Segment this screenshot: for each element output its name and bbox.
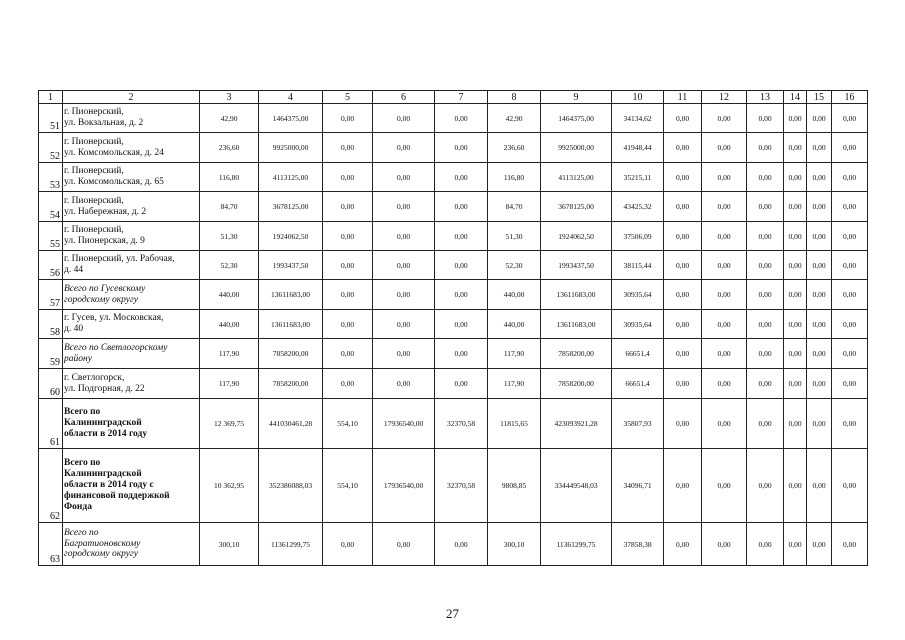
- address-cell: г. Пионерский, ул. Набережная, д. 2: [63, 192, 200, 222]
- row-number-cell: 59: [39, 339, 63, 369]
- column-number-cell: 14: [784, 91, 807, 104]
- table-row: [39, 192, 868, 222]
- value-cell: 0,00: [784, 280, 807, 310]
- value-cell: 423093921,28: [541, 399, 612, 449]
- value-cell: 0,00: [373, 222, 435, 251]
- column-number-cell: 16: [832, 91, 868, 104]
- value-cell: 116,80: [200, 163, 259, 192]
- value-cell: 0,00: [784, 104, 807, 133]
- value-cell: 1993437,50: [259, 251, 323, 280]
- value-cell: 0,00: [664, 449, 702, 523]
- value-cell: 0,00: [747, 192, 784, 222]
- row-number-cell: 56: [39, 251, 63, 280]
- value-cell: 0,00: [832, 104, 868, 133]
- address-cell: г. Пионерский, ул. Комсомольская, д. 24: [63, 133, 200, 163]
- value-cell: 0,00: [784, 339, 807, 369]
- column-number-cell: 12: [702, 91, 747, 104]
- value-cell: 0,00: [747, 449, 784, 523]
- value-cell: 51,30: [488, 222, 541, 251]
- value-cell: 0,00: [702, 222, 747, 251]
- row-number-cell: 51: [39, 104, 63, 133]
- value-cell: 440,00: [488, 280, 541, 310]
- value-cell: 41948,44: [612, 133, 664, 163]
- value-cell: 0,00: [435, 280, 488, 310]
- value-cell: 4113125,00: [541, 163, 612, 192]
- column-number-cell: 4: [259, 91, 323, 104]
- page-number: 27: [446, 606, 459, 621]
- value-cell: 11815,65: [488, 399, 541, 449]
- value-cell: 66651,4: [612, 339, 664, 369]
- value-cell: 0,00: [373, 369, 435, 399]
- value-cell: 84,70: [200, 192, 259, 222]
- column-number-cell: 7: [435, 91, 488, 104]
- value-cell: 0,00: [664, 251, 702, 280]
- address-cell: Всего по Багратионовскому городскому округу: [63, 523, 200, 566]
- value-cell: 3678125,00: [259, 192, 323, 222]
- value-cell: 0,00: [747, 369, 784, 399]
- value-cell: 43425,32: [612, 192, 664, 222]
- value-cell: 0,00: [832, 339, 868, 369]
- value-cell: 37858,38: [612, 523, 664, 566]
- value-cell: 0,00: [702, 251, 747, 280]
- table-row: [39, 339, 868, 369]
- value-cell: 0,00: [323, 280, 373, 310]
- table-row: [39, 399, 868, 449]
- value-cell: 34096,71: [612, 449, 664, 523]
- value-cell: 0,00: [373, 280, 435, 310]
- value-cell: 0,00: [832, 133, 868, 163]
- value-cell: 35807,93: [612, 399, 664, 449]
- column-number-cell: 11: [664, 91, 702, 104]
- table-row: [39, 251, 868, 280]
- value-cell: 0,00: [832, 399, 868, 449]
- value-cell: 0,00: [373, 163, 435, 192]
- value-cell: 0,00: [832, 163, 868, 192]
- value-cell: 352386088,03: [259, 449, 323, 523]
- value-cell: 0,00: [435, 222, 488, 251]
- value-cell: 117,90: [200, 339, 259, 369]
- value-cell: 32370,58: [435, 449, 488, 523]
- value-cell: 0,00: [702, 280, 747, 310]
- value-cell: 236,60: [200, 133, 259, 163]
- value-cell: 116,80: [488, 163, 541, 192]
- value-cell: 0,00: [702, 310, 747, 339]
- column-number-cell: 3: [200, 91, 259, 104]
- row-number-cell: 61: [39, 399, 63, 449]
- value-cell: 0,00: [747, 163, 784, 192]
- table-row: [39, 369, 868, 399]
- value-cell: 0,00: [702, 339, 747, 369]
- column-number-cell: 8: [488, 91, 541, 104]
- value-cell: 34134,62: [612, 104, 664, 133]
- value-cell: 0,00: [784, 449, 807, 523]
- row-number-cell: 62: [39, 449, 63, 523]
- value-cell: 334449548,03: [541, 449, 612, 523]
- value-cell: 51,30: [200, 222, 259, 251]
- table-row: [39, 133, 868, 163]
- address-cell: Всего по Калининградской области в 2014 году с финансовой поддержкой Фонда: [63, 449, 200, 523]
- row-number-cell: 52: [39, 133, 63, 163]
- value-cell: 0,00: [747, 339, 784, 369]
- value-cell: 117,90: [488, 339, 541, 369]
- value-cell: 0,00: [747, 133, 784, 163]
- value-cell: 0,00: [323, 339, 373, 369]
- value-cell: 0,00: [702, 449, 747, 523]
- column-number-cell: 6: [373, 91, 435, 104]
- value-cell: 0,00: [702, 369, 747, 399]
- value-cell: 0,00: [664, 399, 702, 449]
- value-cell: 441030461,28: [259, 399, 323, 449]
- value-cell: 0,00: [807, 449, 832, 523]
- value-cell: 0,00: [323, 523, 373, 566]
- value-cell: 0,00: [435, 369, 488, 399]
- value-cell: 17936540,00: [373, 449, 435, 523]
- value-cell: 37506,09: [612, 222, 664, 251]
- value-cell: 42,90: [200, 104, 259, 133]
- value-cell: 0,00: [702, 523, 747, 566]
- value-cell: 13611683,00: [259, 310, 323, 339]
- value-cell: 0,00: [664, 192, 702, 222]
- value-cell: 0,00: [702, 163, 747, 192]
- value-cell: 0,00: [784, 133, 807, 163]
- value-cell: 13611683,00: [541, 310, 612, 339]
- address-cell: Всего по Калининградской области в 2014 году: [63, 399, 200, 449]
- table-row: [39, 449, 868, 523]
- value-cell: 0,00: [435, 163, 488, 192]
- value-cell: 0,00: [323, 369, 373, 399]
- value-cell: 9925000,00: [541, 133, 612, 163]
- address-cell: г. Гусев, ул. Московская, д. 40: [63, 310, 200, 339]
- value-cell: 0,00: [323, 251, 373, 280]
- value-cell: 0,00: [784, 163, 807, 192]
- column-number-cell: 9: [541, 91, 612, 104]
- value-cell: 0,00: [664, 133, 702, 163]
- row-number-cell: 55: [39, 222, 63, 251]
- table-body: [39, 91, 868, 566]
- address-cell: Всего по Гусевскому городскому округу: [63, 280, 200, 310]
- value-cell: 42,90: [488, 104, 541, 133]
- value-cell: 0,00: [323, 133, 373, 163]
- housing-program-table: [38, 90, 868, 566]
- value-cell: 0,00: [832, 280, 868, 310]
- value-cell: 0,00: [832, 251, 868, 280]
- value-cell: 0,00: [832, 449, 868, 523]
- value-cell: 11361299,75: [541, 523, 612, 566]
- row-number-cell: 53: [39, 163, 63, 192]
- value-cell: 300,10: [200, 523, 259, 566]
- value-cell: 440,00: [200, 310, 259, 339]
- value-cell: 0,00: [807, 163, 832, 192]
- value-cell: 0,00: [784, 369, 807, 399]
- value-cell: 0,00: [807, 369, 832, 399]
- value-cell: 0,00: [323, 104, 373, 133]
- value-cell: 32370,58: [435, 399, 488, 449]
- value-cell: 0,00: [323, 222, 373, 251]
- value-cell: 0,00: [807, 104, 832, 133]
- row-number-cell: 57: [39, 280, 63, 310]
- value-cell: 1924062,50: [259, 222, 323, 251]
- value-cell: 0,00: [664, 339, 702, 369]
- value-cell: 0,00: [373, 104, 435, 133]
- value-cell: 440,00: [200, 280, 259, 310]
- value-cell: 0,00: [784, 523, 807, 566]
- table-row: [39, 104, 868, 133]
- column-number-cell: 15: [807, 91, 832, 104]
- value-cell: 0,00: [807, 339, 832, 369]
- value-cell: 11361299,75: [259, 523, 323, 566]
- address-cell: г. Пионерский, ул. Пионерская, д. 9: [63, 222, 200, 251]
- value-cell: 0,00: [664, 163, 702, 192]
- value-cell: 0,00: [435, 523, 488, 566]
- row-number-cell: 60: [39, 369, 63, 399]
- column-number-cell: 2: [63, 91, 200, 104]
- table-row: [39, 163, 868, 192]
- address-cell: г. Пионерский, ул. Комсомольская, д. 65: [63, 163, 200, 192]
- value-cell: 0,00: [702, 399, 747, 449]
- value-cell: 0,00: [832, 192, 868, 222]
- table-row: [39, 280, 868, 310]
- column-number-cell: 13: [747, 91, 784, 104]
- value-cell: 0,00: [807, 523, 832, 566]
- value-cell: 0,00: [702, 133, 747, 163]
- value-cell: 0,00: [807, 280, 832, 310]
- value-cell: 0,00: [373, 133, 435, 163]
- value-cell: 0,00: [435, 133, 488, 163]
- value-cell: 7858200,00: [541, 369, 612, 399]
- value-cell: 0,00: [664, 222, 702, 251]
- value-cell: 0,00: [807, 133, 832, 163]
- value-cell: 0,00: [435, 310, 488, 339]
- value-cell: 0,00: [747, 280, 784, 310]
- value-cell: 0,00: [832, 222, 868, 251]
- value-cell: 0,00: [747, 310, 784, 339]
- value-cell: 0,00: [702, 104, 747, 133]
- value-cell: 0,00: [373, 310, 435, 339]
- value-cell: 0,00: [747, 523, 784, 566]
- table-row: [39, 310, 868, 339]
- value-cell: 0,00: [784, 310, 807, 339]
- value-cell: 66651,4: [612, 369, 664, 399]
- value-cell: 0,00: [435, 339, 488, 369]
- value-cell: 0,00: [747, 251, 784, 280]
- value-cell: 52,30: [200, 251, 259, 280]
- value-cell: 0,00: [435, 104, 488, 133]
- value-cell: 0,00: [784, 192, 807, 222]
- value-cell: 0,00: [664, 310, 702, 339]
- row-number-cell: 58: [39, 310, 63, 339]
- value-cell: 236,60: [488, 133, 541, 163]
- value-cell: 300,10: [488, 523, 541, 566]
- row-number-cell: 54: [39, 192, 63, 222]
- column-number-row: [39, 91, 868, 104]
- value-cell: 1924062,50: [541, 222, 612, 251]
- value-cell: 0,00: [784, 251, 807, 280]
- value-cell: 0,00: [702, 192, 747, 222]
- address-cell: г. Пионерский, ул. Рабочая, д. 44: [63, 251, 200, 280]
- row-number-cell: 63: [39, 523, 63, 566]
- value-cell: 0,00: [373, 251, 435, 280]
- value-cell: 13611683,00: [259, 280, 323, 310]
- value-cell: 3678125,00: [541, 192, 612, 222]
- value-cell: 0,00: [373, 192, 435, 222]
- value-cell: 0,00: [747, 104, 784, 133]
- value-cell: 9925000,00: [259, 133, 323, 163]
- value-cell: 0,00: [664, 104, 702, 133]
- value-cell: 0,00: [664, 523, 702, 566]
- value-cell: 0,00: [807, 251, 832, 280]
- value-cell: 13611683,00: [541, 280, 612, 310]
- value-cell: 0,00: [435, 251, 488, 280]
- value-cell: 17936540,00: [373, 399, 435, 449]
- value-cell: 52,30: [488, 251, 541, 280]
- value-cell: 0,00: [807, 399, 832, 449]
- value-cell: 1464375,00: [541, 104, 612, 133]
- value-cell: 117,90: [200, 369, 259, 399]
- address-cell: г. Пионерский, ул. Вокзальная, д. 2: [63, 104, 200, 133]
- value-cell: 0,00: [784, 399, 807, 449]
- value-cell: 554,10: [323, 449, 373, 523]
- value-cell: 117,90: [488, 369, 541, 399]
- value-cell: 38115,44: [612, 251, 664, 280]
- value-cell: 0,00: [832, 369, 868, 399]
- value-cell: 0,00: [664, 369, 702, 399]
- value-cell: 1464375,00: [259, 104, 323, 133]
- column-number-cell: 10: [612, 91, 664, 104]
- value-cell: 30935,64: [612, 310, 664, 339]
- value-cell: 0,00: [832, 310, 868, 339]
- value-cell: 84,70: [488, 192, 541, 222]
- value-cell: 0,00: [807, 192, 832, 222]
- value-cell: 7858200,00: [259, 369, 323, 399]
- value-cell: 0,00: [435, 192, 488, 222]
- value-cell: 0,00: [807, 310, 832, 339]
- column-number-cell: 1: [39, 91, 63, 104]
- value-cell: 0,00: [807, 222, 832, 251]
- value-cell: 0,00: [323, 310, 373, 339]
- value-cell: 10 362,95: [200, 449, 259, 523]
- value-cell: 0,00: [664, 280, 702, 310]
- value-cell: 7858200,00: [259, 339, 323, 369]
- value-cell: 9808,85: [488, 449, 541, 523]
- address-cell: Всего по Светлогорскому району: [63, 339, 200, 369]
- value-cell: 0,00: [832, 523, 868, 566]
- value-cell: 30935,64: [612, 280, 664, 310]
- column-number-cell: 5: [323, 91, 373, 104]
- value-cell: 0,00: [747, 399, 784, 449]
- value-cell: 0,00: [784, 222, 807, 251]
- value-cell: 1993437,50: [541, 251, 612, 280]
- value-cell: 0,00: [323, 163, 373, 192]
- value-cell: 440,00: [488, 310, 541, 339]
- value-cell: 0,00: [323, 192, 373, 222]
- value-cell: 0,00: [373, 339, 435, 369]
- value-cell: 7858200,00: [541, 339, 612, 369]
- table-row: [39, 523, 868, 566]
- address-cell: г. Светлогорск, ул. Подгорная, д. 22: [63, 369, 200, 399]
- value-cell: 554,10: [323, 399, 373, 449]
- table-row: [39, 222, 868, 251]
- value-cell: 0,00: [373, 523, 435, 566]
- value-cell: 12 369,75: [200, 399, 259, 449]
- value-cell: 0,00: [747, 222, 784, 251]
- value-cell: 4113125,00: [259, 163, 323, 192]
- value-cell: 35215,11: [612, 163, 664, 192]
